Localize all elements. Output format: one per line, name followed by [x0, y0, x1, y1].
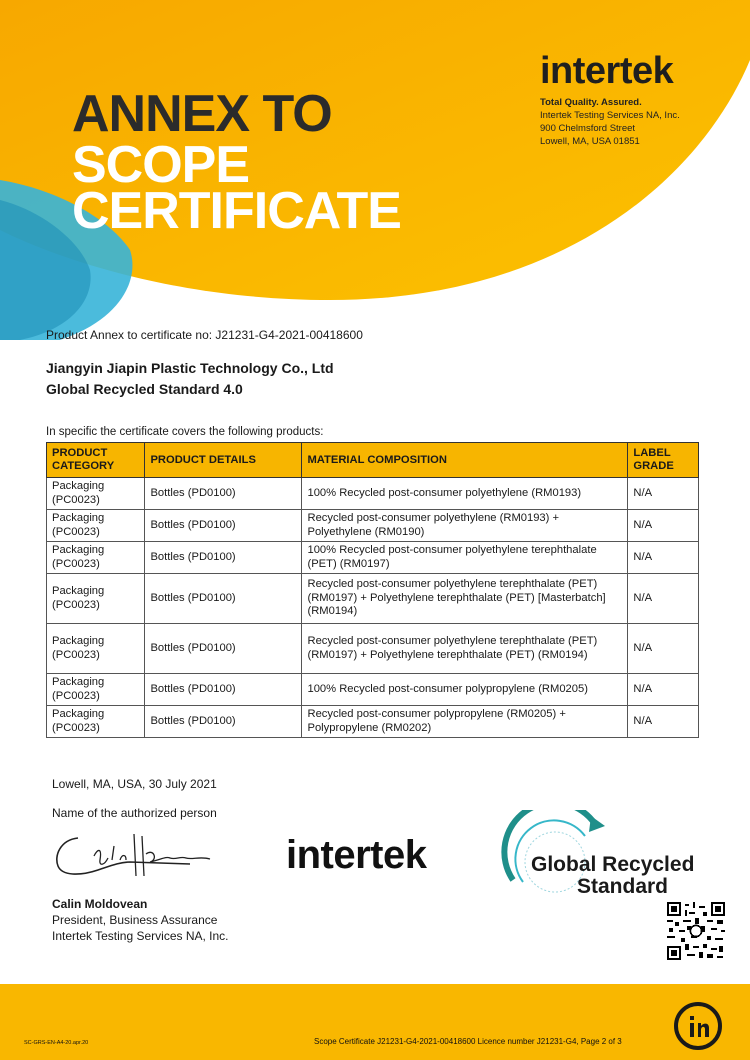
header-grade: LABEL GRADE — [628, 443, 699, 478]
table-row — [47, 478, 699, 510]
header-category: PRODUCT CATEGORY — [47, 443, 145, 478]
table-row — [47, 624, 699, 674]
place-date: Lowell, MA, USA, 30 July 2021 — [52, 777, 217, 791]
intertek-in-icon — [668, 996, 728, 1056]
cell-category: Packaging (PC0023) — [47, 574, 145, 624]
table-row — [47, 510, 699, 542]
cell-grade: N/A — [628, 624, 699, 674]
issuer-street: 900 Chelmsford Street — [540, 123, 636, 134]
title-line-3: CERTIFICATE — [72, 182, 401, 240]
footer-text: Scope Certificate J21231-G4-2021-00418600 Licence number J21231-G4, Page 2 of 3 — [314, 1037, 622, 1046]
company-block — [46, 358, 334, 400]
cell-composition: 100% Recycled post-consumer polyethylene (RM0193) — [302, 478, 628, 510]
cell-category: Packaging (PC0023) — [47, 510, 145, 542]
authorized-label: Name of the authorized person — [52, 806, 217, 820]
header-details: PRODUCT DETAILS — [145, 443, 302, 478]
standard-name: Global Recycled Standard 4.0 — [46, 381, 243, 397]
cell-grade: N/A — [628, 478, 699, 510]
cell-category: Packaging (PC0023) — [47, 624, 145, 674]
products-table — [46, 442, 699, 738]
form-code: SC-GRS-EN-A4-20.apr.20 — [24, 1040, 89, 1046]
intertek-logo: intertek — [286, 833, 427, 877]
cell-composition: Recycled post-consumer polyethylene terephthalate (PET) (RM0197) + Polyethylene terephthalate (PET) (RM0194) — [302, 624, 628, 674]
cell-category: Packaging (PC0023) — [47, 478, 145, 510]
cell-grade: N/A — [628, 674, 699, 706]
cell-grade: N/A — [628, 542, 699, 574]
signatory-name: Calin Moldovean — [52, 897, 148, 911]
issuer-tagline: Total Quality. Assured. — [540, 97, 642, 108]
table-row — [47, 706, 699, 738]
signatory-title: President, Business Assurance — [52, 913, 218, 927]
table-row — [47, 574, 699, 624]
cell-composition: Recycled post-consumer polypropylene (RM0205) + Polypropylene (RM0202) — [302, 706, 628, 738]
intertek-logo-top: intertek — [540, 50, 674, 92]
cell-details: Bottles (PD0100) — [145, 674, 302, 706]
cell-composition: 100% Recycled post-consumer polypropylene (RM0205) — [302, 674, 628, 706]
footer-bar — [0, 984, 750, 1060]
cell-category: Packaging (PC0023) — [47, 674, 145, 706]
cell-grade: N/A — [628, 510, 699, 542]
qr-code-icon — [667, 902, 725, 960]
cell-grade: N/A — [628, 706, 699, 738]
grs-line-2: Standard — [577, 875, 669, 898]
issuer-city: Lowell, MA, USA 01851 — [540, 136, 640, 147]
cell-details: Bottles (PD0100) — [145, 624, 302, 674]
cell-category: Packaging (PC0023) — [47, 542, 145, 574]
cell-composition: 100% Recycled post-consumer polyethylene terephthalate (PET) (RM0197) — [302, 542, 628, 574]
table-row — [47, 674, 699, 706]
cell-composition: Recycled post-consumer polyethylene terephthalate (PET) (RM0197) + Polyethylene terephthalate (PET) [Masterbatch] (RM0194) — [302, 574, 628, 624]
signature-image — [50, 826, 220, 886]
cell-details: Bottles (PD0100) — [145, 542, 302, 574]
cell-composition: Recycled post-consumer polyethylene (RM0193) + Polyethylene (RM0190) — [302, 510, 628, 542]
signatory-block — [52, 896, 229, 944]
grs-line-1: Global Recycled — [531, 853, 695, 876]
cell-details: Bottles (PD0100) — [145, 510, 302, 542]
title-line-1: ANNEX TO — [72, 85, 332, 143]
company-name: Jiangyin Jiapin Plastic Technology Co., Ltd — [46, 360, 334, 376]
table-row — [47, 542, 699, 574]
intro-text: In specific the certificate covers the following products: — [46, 426, 324, 438]
cell-grade: N/A — [628, 574, 699, 624]
issuer-address — [540, 96, 680, 148]
cell-details: Bottles (PD0100) — [145, 574, 302, 624]
annex-reference: Product Annex to certificate no: J21231-G4-2021-00418600 — [46, 328, 363, 342]
table-header-row — [47, 443, 699, 478]
signatory-org: Intertek Testing Services NA, Inc. — [52, 929, 229, 943]
cell-details: Bottles (PD0100) — [145, 478, 302, 510]
cell-details: Bottles (PD0100) — [145, 706, 302, 738]
cell-category: Packaging (PC0023) — [47, 706, 145, 738]
title-line-2: SCOPE — [72, 136, 250, 194]
issuer-name: Intertek Testing Services NA, Inc. — [540, 110, 680, 121]
header-composition: MATERIAL COMPOSITION — [302, 443, 628, 478]
